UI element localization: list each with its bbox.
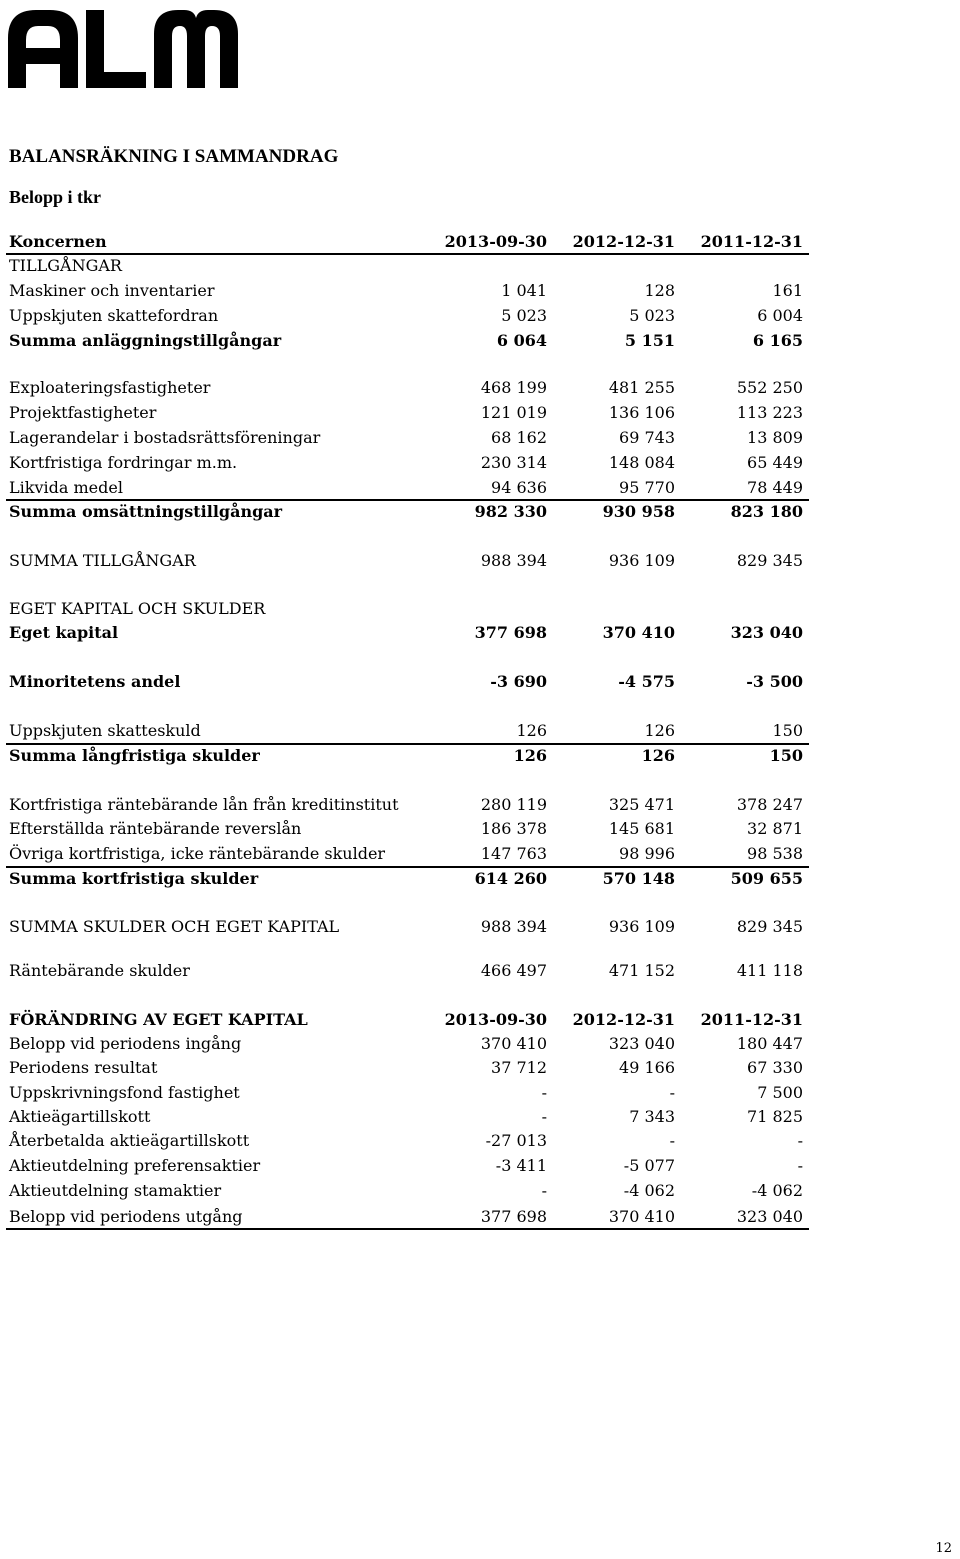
table-row <box>6 598 809 620</box>
table-row <box>6 330 809 352</box>
page-title: BALANSRÄKNING I SAMMANDRAG <box>9 146 339 167</box>
cell-v2: 930 958 <box>602 502 675 521</box>
row-label: Summa kortfristiga skulder <box>9 869 259 888</box>
cell-v1: -27 013 <box>485 1131 547 1150</box>
row-label: Exploateringsfastigheter <box>9 378 211 397</box>
cell-v3: 6 165 <box>752 331 803 350</box>
row-label: Uppskjuten skatteskuld <box>9 721 201 740</box>
row-label: FÖRÄNDRING AV EGET KAPITAL <box>9 1010 308 1029</box>
cell-v3: 323 040 <box>736 1207 803 1226</box>
table-row <box>6 1206 809 1228</box>
cell-v2: 325 471 <box>608 795 675 814</box>
cell-v1: 2013-09-30 <box>444 232 547 251</box>
cell-v3: 180 447 <box>736 1034 803 1053</box>
cell-v1: 37 712 <box>491 1058 547 1077</box>
table-row <box>6 280 809 302</box>
cell-v2: -5 077 <box>623 1156 675 1175</box>
cell-v2: 570 148 <box>602 869 675 888</box>
table-row <box>6 671 809 693</box>
cell-v3: 2011-12-31 <box>700 1010 803 1029</box>
table-row <box>6 427 809 449</box>
row-label: Återbetalda aktieägartillskott <box>9 1131 250 1150</box>
row-label: Projektfastigheter <box>9 403 157 422</box>
table-rule <box>6 499 809 501</box>
table-rule <box>6 1228 809 1230</box>
cell-v2: 126 <box>641 746 675 765</box>
cell-v3: 150 <box>772 721 803 740</box>
cell-v3: 71 825 <box>747 1107 803 1126</box>
table-row <box>6 501 809 523</box>
table-row <box>6 452 809 474</box>
cell-v1: 94 636 <box>491 478 547 497</box>
cell-v1: 988 394 <box>480 917 547 936</box>
cell-v2: -4 062 <box>623 1181 675 1200</box>
cell-v1: - <box>541 1083 547 1102</box>
table-rule <box>6 743 809 745</box>
row-label: Summa omsättningstillgångar <box>9 502 283 521</box>
row-label: Lagerandelar i bostadsrättsföreningar <box>9 428 321 447</box>
row-label: Aktieägartillskott <box>9 1107 151 1126</box>
table-row <box>6 1155 809 1177</box>
page-number: 12 <box>935 1541 952 1556</box>
row-label: Periodens resultat <box>9 1058 158 1077</box>
table-row <box>6 843 809 865</box>
cell-v1: 370 410 <box>480 1034 547 1053</box>
row-label: Belopp vid periodens utgång <box>9 1207 243 1226</box>
row-label: SUMMA TILLGÅNGAR <box>9 551 196 570</box>
table-row <box>6 916 809 938</box>
cell-v1: 982 330 <box>474 502 547 521</box>
table-rule <box>6 866 809 868</box>
cell-v3: 323 040 <box>730 623 803 642</box>
cell-v1: 186 378 <box>480 819 547 838</box>
cell-v3: 78 449 <box>747 478 803 497</box>
row-label: Minoritetens andel <box>9 672 181 691</box>
cell-v1: -3 411 <box>495 1156 547 1175</box>
table-row <box>6 402 809 424</box>
table-row <box>6 960 809 982</box>
table-row <box>6 794 809 816</box>
cell-v1: 126 <box>516 721 547 740</box>
row-label: EGET KAPITAL OCH SKULDER <box>9 599 266 618</box>
row-label: Aktieutdelning preferensaktier <box>9 1156 261 1175</box>
cell-v1: 147 763 <box>480 844 547 863</box>
cell-v2: 7 343 <box>629 1107 675 1126</box>
alm-logo <box>8 8 238 90</box>
table-row <box>6 1106 809 1128</box>
cell-v2: 370 410 <box>608 1207 675 1226</box>
cell-v2: 98 996 <box>619 844 675 863</box>
table-row <box>6 255 809 277</box>
cell-v1: 5 023 <box>501 306 547 325</box>
table-row <box>6 305 809 327</box>
table-row <box>6 622 809 644</box>
table-row <box>6 1057 809 1079</box>
cell-v3: 378 247 <box>736 795 803 814</box>
cell-v3: - <box>797 1131 803 1150</box>
cell-v3: -3 500 <box>746 672 803 691</box>
row-label: Eget kapital <box>9 623 119 642</box>
cell-v2: 145 681 <box>608 819 675 838</box>
cell-v2: 95 770 <box>619 478 675 497</box>
cell-v3: 150 <box>769 746 803 765</box>
table-row <box>6 1180 809 1202</box>
cell-v1: 280 119 <box>480 795 547 814</box>
cell-v1: 6 064 <box>496 331 547 350</box>
row-label: Maskiner och inventarier <box>9 281 215 300</box>
cell-v3: 161 <box>772 281 803 300</box>
cell-v1: 68 162 <box>491 428 547 447</box>
cell-v3: - <box>797 1156 803 1175</box>
cell-v1: 126 <box>513 746 547 765</box>
cell-v2: 126 <box>644 721 675 740</box>
table-row <box>6 1130 809 1152</box>
row-label: Övriga kortfristiga, icke räntebärande skulder <box>9 844 386 863</box>
table-row <box>6 818 809 840</box>
cell-v1: 614 260 <box>474 869 547 888</box>
table-row <box>6 377 809 399</box>
row-label: Aktieutdelning stamaktier <box>9 1181 222 1200</box>
cell-v2: 69 743 <box>619 428 675 447</box>
cell-v3: 67 330 <box>747 1058 803 1077</box>
cell-v3: 113 223 <box>736 403 803 422</box>
table-row <box>6 720 809 742</box>
table-row <box>6 231 809 253</box>
cell-v3: 823 180 <box>730 502 803 521</box>
table-row <box>6 745 809 767</box>
cell-v2: 49 166 <box>619 1058 675 1077</box>
row-label: Uppskrivningsfond fastighet <box>9 1083 240 1102</box>
cell-v2: 148 084 <box>608 453 675 472</box>
cell-v1: 377 698 <box>474 623 547 642</box>
cell-v1: 468 199 <box>480 378 547 397</box>
cell-v1: 2013-09-30 <box>444 1010 547 1029</box>
cell-v2: - <box>669 1131 675 1150</box>
row-label: Summa långfristiga skulder <box>9 746 260 765</box>
row-label: Efterställda räntebärande reverslån <box>9 819 302 838</box>
cell-v3: 13 809 <box>747 428 803 447</box>
row-label: TILLGÅNGAR <box>9 256 122 275</box>
row-label: Belopp vid periodens ingång <box>9 1034 242 1053</box>
row-label: Koncernen <box>9 232 107 251</box>
cell-v3: 829 345 <box>736 917 803 936</box>
cell-v3: 7 500 <box>757 1083 803 1102</box>
table-row <box>6 1009 809 1031</box>
cell-v2: 128 <box>644 281 675 300</box>
row-label: Räntebärande skulder <box>9 961 190 980</box>
cell-v2: -4 575 <box>618 672 675 691</box>
cell-v1: 988 394 <box>480 551 547 570</box>
row-label: Uppskjuten skattefordran <box>9 306 219 325</box>
table-row <box>6 1033 809 1055</box>
cell-v1: 466 497 <box>480 961 547 980</box>
currency-unit-note: Belopp i tkr <box>9 187 102 207</box>
row-label: Kortfristiga räntebärande lån från kreditinstitut <box>9 795 399 814</box>
cell-v2: 323 040 <box>608 1034 675 1053</box>
cell-v3: 509 655 <box>730 869 803 888</box>
row-label: SUMMA SKULDER OCH EGET KAPITAL <box>9 917 340 936</box>
cell-v2: 136 106 <box>608 403 675 422</box>
row-label: Summa anläggningstillgångar <box>9 331 282 350</box>
cell-v1: 1 041 <box>501 281 547 300</box>
row-label: Kortfristiga fordringar m.m. <box>9 453 238 472</box>
cell-v2: 5 151 <box>624 331 675 350</box>
cell-v1: - <box>541 1107 547 1126</box>
cell-v2: 2012-12-31 <box>572 232 675 251</box>
cell-v1: - <box>541 1181 547 1200</box>
cell-v1: 230 314 <box>480 453 547 472</box>
table-row <box>6 550 809 572</box>
cell-v1: 121 019 <box>480 403 547 422</box>
table-row <box>6 477 809 499</box>
table-row <box>6 868 809 890</box>
cell-v3: 6 004 <box>757 306 803 325</box>
cell-v3: 65 449 <box>747 453 803 472</box>
cell-v3: 98 538 <box>747 844 803 863</box>
cell-v3: 552 250 <box>736 378 803 397</box>
cell-v1: -3 690 <box>490 672 547 691</box>
cell-v1: 377 698 <box>480 1207 547 1226</box>
cell-v3: 2011-12-31 <box>700 232 803 251</box>
cell-v3: 32 871 <box>747 819 803 838</box>
cell-v2: 370 410 <box>602 623 675 642</box>
table-row <box>6 1082 809 1104</box>
cell-v2: 471 152 <box>608 961 675 980</box>
cell-v2: 936 109 <box>608 917 675 936</box>
cell-v3: -4 062 <box>751 1181 803 1200</box>
cell-v2: 2012-12-31 <box>572 1010 675 1029</box>
table-rule <box>6 253 809 255</box>
cell-v3: 829 345 <box>736 551 803 570</box>
cell-v2: - <box>669 1083 675 1102</box>
row-label: Likvida medel <box>9 478 123 497</box>
cell-v2: 481 255 <box>608 378 675 397</box>
cell-v2: 936 109 <box>608 551 675 570</box>
cell-v2: 5 023 <box>629 306 675 325</box>
cell-v3: 411 118 <box>736 961 803 980</box>
